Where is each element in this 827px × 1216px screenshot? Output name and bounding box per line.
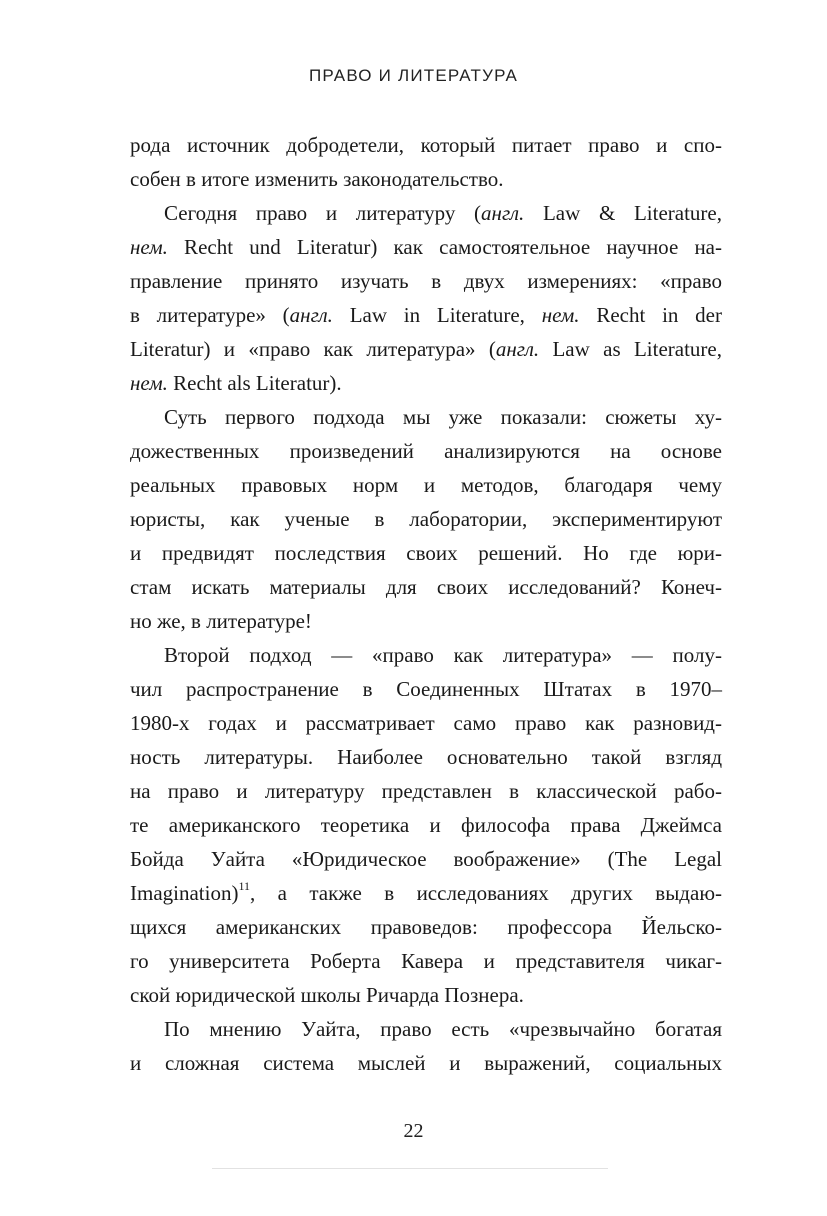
body-text	[130, 128, 722, 1080]
text-line: реальных правовых норм и методов, благодаря чему	[130, 473, 722, 497]
text-run: Recht als Literatur).	[167, 371, 342, 395]
text-line: По мнению Уайта, право есть «чрезвычайно богатая	[164, 1017, 722, 1041]
text-line	[130, 196, 722, 230]
text-run: Law as Literature,	[539, 337, 722, 361]
text-line: ской юридической школы Ричарда Познера.	[130, 983, 524, 1007]
abbrev-italic: нем.	[130, 371, 168, 395]
text-run: , а также в исследованиях других выдаю-	[250, 881, 722, 905]
text-line: стам искать материалы для своих исследований? Конеч-	[130, 575, 722, 599]
text-run: в литературе» (	[130, 303, 290, 327]
text-line	[130, 230, 722, 264]
abbrev-italic: нем.	[130, 235, 168, 259]
text-line: го университета Роберта Кавера и представителя чикаг-	[130, 949, 722, 973]
text-line: щихся американских правоведов: профессора Йельско-	[130, 915, 722, 939]
text-line: но же, в литературе!	[130, 609, 312, 633]
text-line: чил распространение в Соединенных Штатах в 1970–	[130, 677, 722, 701]
text-line: на право и литературу представлен в классической рабо-	[130, 779, 722, 803]
text-line: дожественных произведений анализируются на основе	[130, 439, 722, 463]
abbrev-italic: англ.	[481, 201, 525, 225]
page-number: 22	[403, 1120, 424, 1142]
text-run: Literatur) и «право как литература» (	[130, 337, 496, 361]
text-line: Бойда Уайта «Юридическое воображение» (The Legal	[130, 847, 722, 871]
text-line: те американского теоретика и философа права Джеймса	[130, 813, 722, 837]
text-line	[130, 366, 722, 400]
text-line	[130, 298, 722, 332]
running-header: ПРАВО И ЛИТЕРАТУРА	[308, 66, 519, 85]
text-run: Imagination)	[130, 881, 239, 905]
text-line	[130, 876, 722, 910]
text-line: рода источник добродетели, который питает право и спо-	[130, 133, 722, 157]
footer-divider	[212, 1168, 608, 1169]
abbrev-italic: нем.	[541, 303, 580, 327]
text-run: Recht in der	[579, 303, 723, 327]
abbrev-italic: англ.	[289, 303, 333, 327]
text-run: Law in Literature,	[332, 303, 542, 327]
text-run: Law & Literature,	[524, 201, 722, 225]
footnote-ref[interactable]: 11	[238, 879, 251, 893]
text-line: и предвидят последствия своих решений. Но где юри-	[130, 541, 722, 565]
text-line: правление принято изучать в двух измерениях: «право	[130, 269, 722, 293]
text-line: юристы, как ученые в лаборатории, экспериментируют	[130, 507, 722, 531]
text-run: Recht und Literatur) как самостоятельное научное на-	[167, 235, 722, 259]
text-line: ность литературы. Наиболее основательно такой взгляд	[130, 745, 722, 769]
abbrev-italic: англ.	[495, 337, 540, 361]
text-line: и сложная система мыслей и выражений, социальных	[130, 1051, 722, 1075]
text-line: Второй подход — «право как литература» — полу-	[164, 643, 722, 667]
text-run: Сегодня право и литературу (	[164, 201, 482, 225]
text-line: Суть первого подхода мы уже показали: сюжеты ху-	[164, 405, 722, 429]
text-line: собен в итоге изменить законодательство.	[130, 167, 504, 191]
text-line	[130, 332, 722, 366]
text-line: 1980-х годах и рассматривает само право как разновид-	[130, 711, 722, 735]
